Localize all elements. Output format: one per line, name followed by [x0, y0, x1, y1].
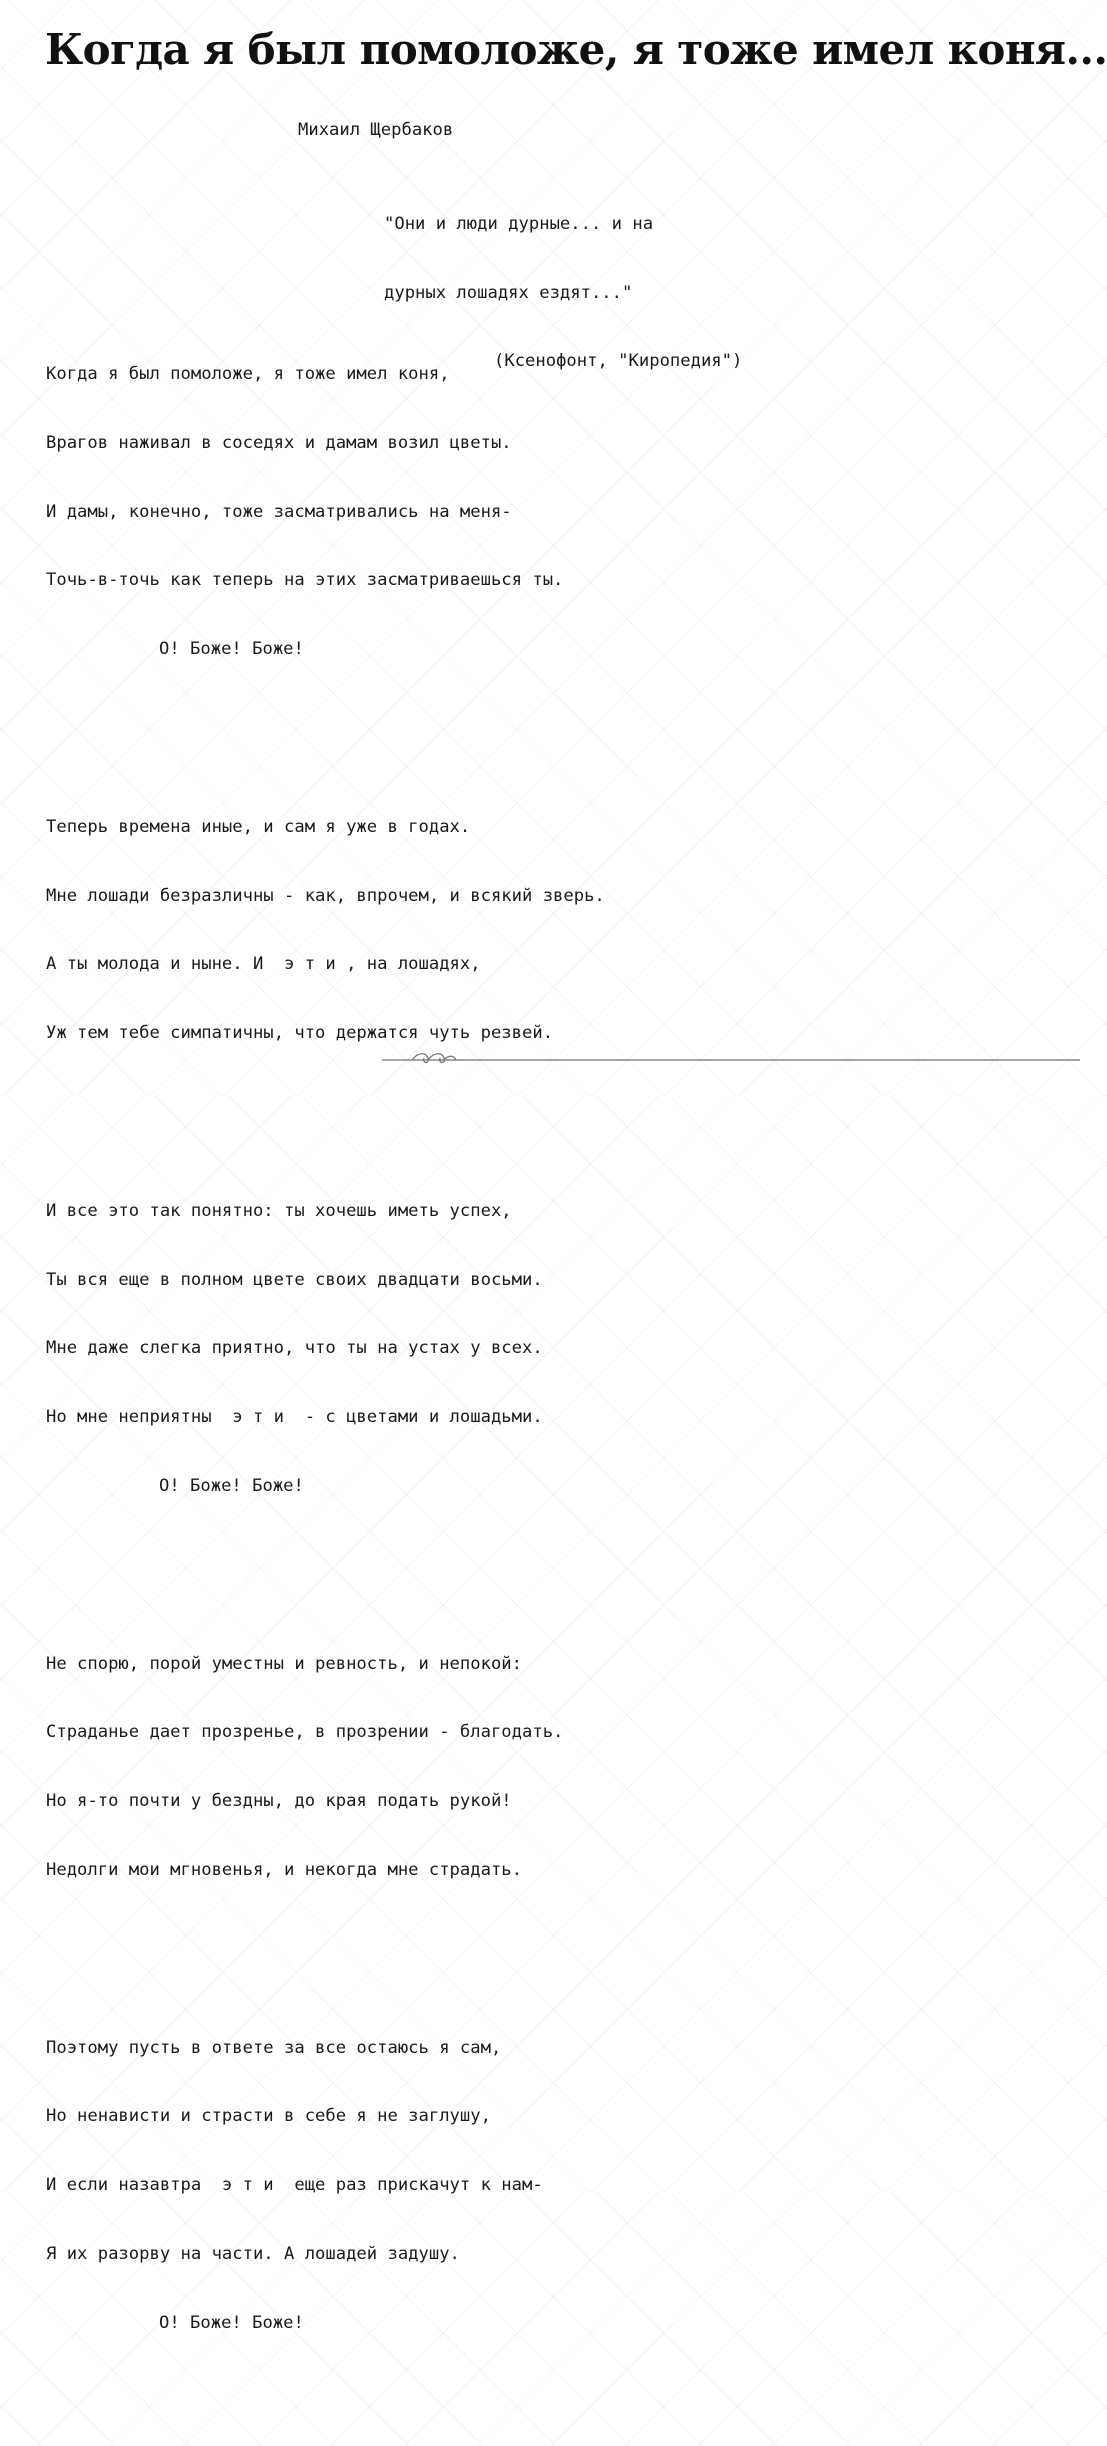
stanza — [46, 320, 605, 704]
refrain-line: О! Боже! Боже! — [159, 2312, 304, 2333]
poem-line: Но мне неприятны э т и - с цветами и лошадьми. — [46, 1407, 543, 1428]
poem-line: Но я-то почти у бездны, до края подать рукой! — [46, 1791, 512, 1812]
poem-line: И если назавтра э т и еще раз прискачут к нам- — [46, 2175, 543, 2196]
poem-line: Но ненависти и страсти в себе я не заглушу, — [46, 2106, 491, 2127]
poem-title: Когда я был помоложе, я тоже имел коня... — [45, 25, 1107, 74]
poem-line: И дамы, конечно, тоже засматривались на меня- — [46, 501, 512, 522]
poem-line: Когда я был помоложе, я тоже имел коня, — [46, 364, 450, 384]
epigraph-source: (Ксенофонт, "Киропедия") — [494, 351, 743, 371]
poem-body — [46, 280, 605, 2446]
ornament-divider — [382, 1046, 1080, 1070]
poem-line: Точь-в-точь как теперь на этих засматриваешься ты. — [46, 570, 564, 591]
stanza — [46, 1994, 605, 2378]
flourish-icon — [412, 1054, 456, 1063]
stanza — [46, 1610, 605, 1925]
poem-line: Врагов наживал в соседях и дамам возил цветы. — [46, 432, 512, 453]
poem-line: Ты вся еще в полном цвете своих двадцати восьми. — [46, 1269, 543, 1290]
poem-line: Мне лошади безразличны - как, впрочем, и всякий зверь. — [46, 885, 605, 906]
poem-line: Теперь времена иные, и сам я уже в годах. — [46, 816, 471, 837]
stanza — [46, 773, 605, 1088]
epigraph-line: "Они и люди дурные... и на — [384, 214, 654, 234]
poem-line: Не спорю, порой уместны и ревность, и непокой: — [46, 1653, 522, 1674]
poem-line: Мне даже слегка приятно, что ты на устах у всех. — [46, 1338, 543, 1359]
poem-line: Страданье дает прозренье, в прозрении - благодать. — [46, 1722, 564, 1743]
poem-line: Я их разорву на части. А лошадей задушу. — [46, 2243, 460, 2264]
stanza — [46, 1157, 605, 1541]
refrain-line: О! Боже! Боже! — [159, 1475, 304, 1496]
poem-line: Уж тем тебе симпатичны, что держатся чуть резвей. — [46, 1023, 554, 1044]
author-name: Михаил Щербаков — [298, 120, 454, 140]
poem-line: А ты молода и ныне. И э т и , на лошадях, — [46, 954, 481, 975]
refrain-line: О! Боже! Боже! — [159, 639, 304, 660]
epigraph-line: дурных лошадях ездят..." — [384, 282, 633, 303]
poem-line: И все это так понятно: ты хочешь иметь успех, — [46, 1200, 512, 1221]
poem-line: Недолги мои мгновенья, и некогда мне страдать. — [46, 1859, 522, 1880]
poem-line: Поэтому пусть в ответе за все остаюсь я сам, — [46, 2037, 502, 2058]
